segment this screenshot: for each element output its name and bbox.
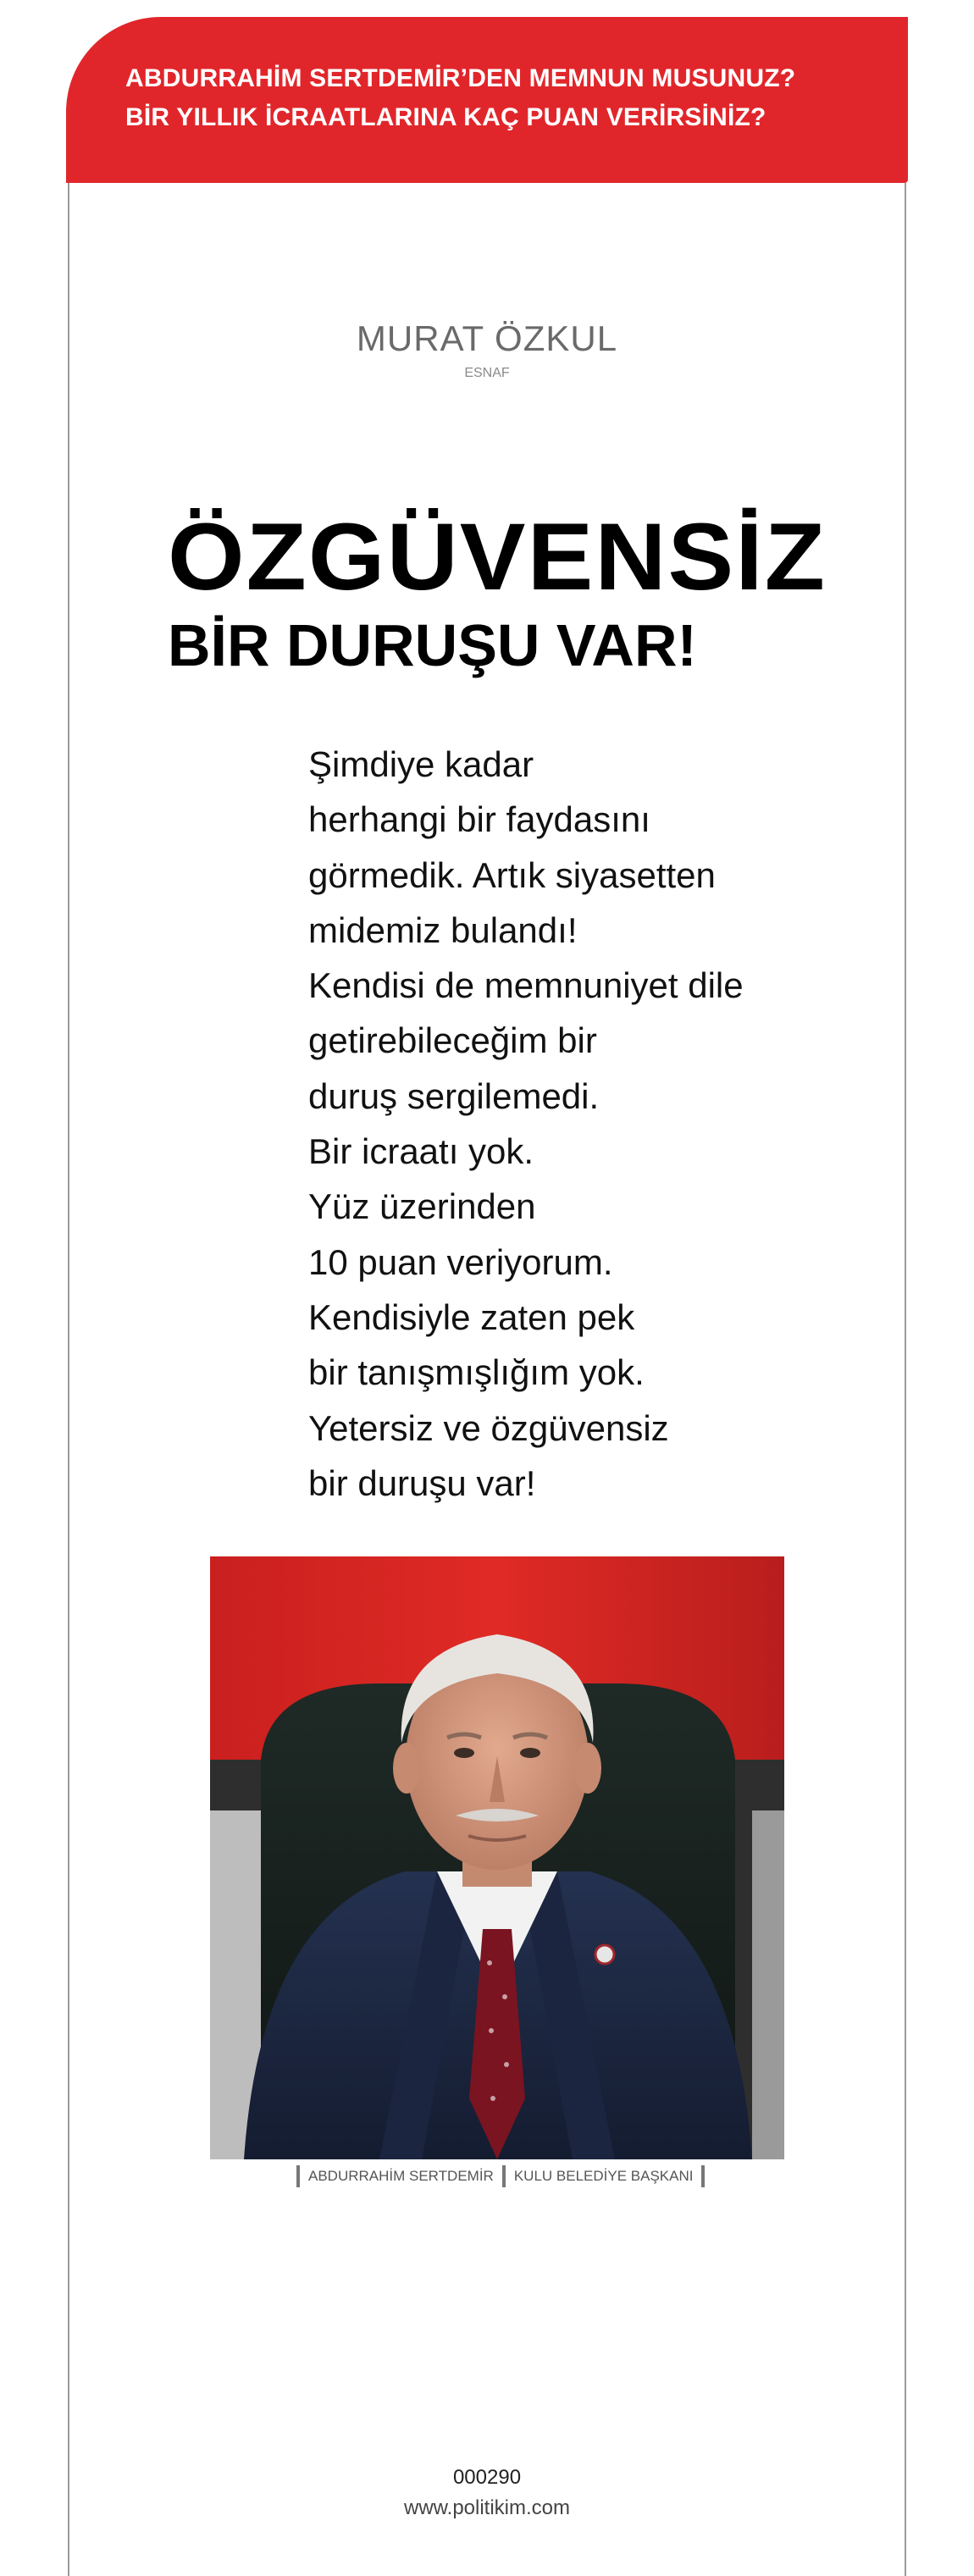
quote-line: Kendisiyle zaten pek [308, 1296, 635, 1337]
banner-question-line-1: ABDURRAHİM SERTDEMİR’DEN MEMNUN MUSUNUZ? [125, 64, 796, 92]
footer-website-link[interactable]: www.politikim.com [403, 2496, 571, 2519]
headline-main: ÖZGÜVENSİZ [168, 504, 827, 610]
quote-line: görmedik. Artık siyasetten [308, 854, 716, 895]
footer-code: 000290 [452, 2466, 522, 2489]
header-banner [66, 17, 908, 183]
caption-person-name: ABDURRAHİM SERTDEMİR [308, 2168, 494, 2184]
banner-question-line-2: BİR YILLIK İCRAATLARINA KAÇ PUAN VERİRSİNİZ? [125, 103, 766, 131]
quote-line: Yüz üzerinden [308, 1186, 536, 1227]
quote-line: bir tanışmışlığım yok. [308, 1352, 645, 1393]
caption-divider [296, 2165, 300, 2187]
portrait-illustration [210, 1556, 784, 2159]
quote-line: getirebileceğim bir [308, 1020, 597, 1061]
quote-line: 10 puan veriyorum. [308, 1241, 613, 1282]
quote-line: Kendisi de memnuniyet dile [308, 965, 744, 1006]
mayor-portrait-photo [210, 1556, 784, 2159]
quote-line: herhangi bir faydasını [308, 799, 650, 840]
author-name: MURAT ÖZKUL [356, 318, 618, 358]
quote-line: midemiz bulandı! [308, 909, 578, 950]
caption-person-title: KULU BELEDİYE BAŞKANI [513, 2168, 694, 2184]
quote-line: Şimdiye kadar [308, 744, 534, 784]
quote-line: duruş sergilemedi. [308, 1075, 600, 1116]
caption-divider [502, 2165, 506, 2187]
quote-line: bir duruşu var! [308, 1462, 536, 1503]
author-role: ESNAF [464, 366, 510, 380]
headline-sub: BİR DURUŞU VAR! [168, 612, 697, 678]
quote-line: Yetersiz ve özgüvensiz [308, 1407, 669, 1448]
photo-caption [288, 2164, 713, 2188]
quote-line: Bir icraatı yok. [308, 1131, 534, 1172]
caption-divider [701, 2165, 705, 2187]
quote-body [308, 737, 850, 1511]
